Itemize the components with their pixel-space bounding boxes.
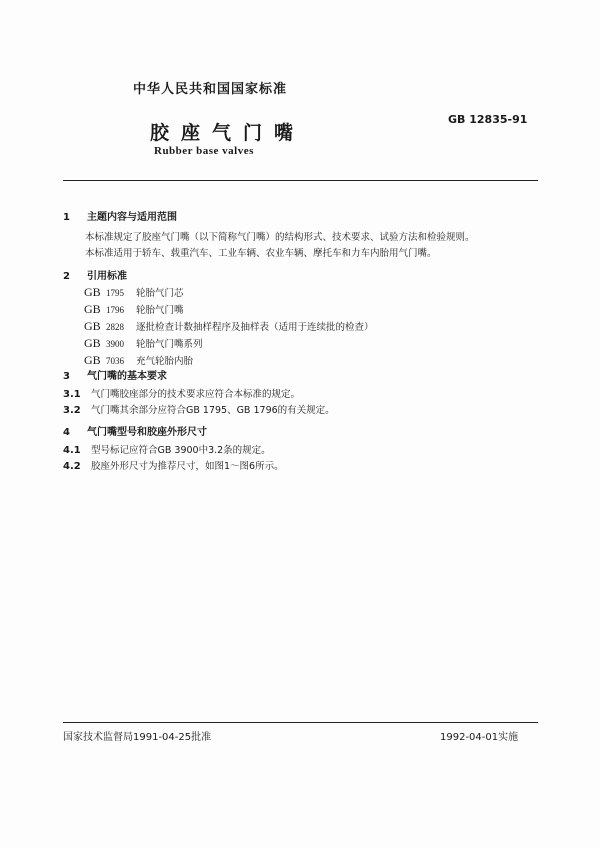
standard-code: GB 12835-91 [448, 113, 528, 126]
reference-item: GB 7036 充气轮胎内胎 [84, 353, 194, 367]
document-title: 胶座气门嘴 [150, 122, 306, 144]
header-divider [63, 180, 538, 181]
english-title: Rubber base valves [154, 145, 254, 157]
clause: 3.1 气门嘴胶座部分的技术要求应符合本标准的规定。 [63, 389, 301, 400]
section-4-heading: 4 气门嘴型号和胶座外形尺寸 [63, 427, 207, 438]
reference-item: GB 1795 轮胎气门芯 [84, 285, 184, 299]
reference-item: GB 1796 轮胎气门嘴 [84, 302, 184, 316]
issuing-body: 中华人民共和国国家标准 [133, 82, 288, 97]
paragraph: 本标准适用于轿车、载重汽车、工业车辆、农业车辆、摩托车和力车内胎用气门嘴。 [85, 248, 437, 259]
section-3-heading: 3 气门嘴的基本要求 [63, 371, 167, 382]
clause: 4.1 型号标记应符合GB 3900中3.2条的规定。 [63, 445, 271, 456]
paragraph: 本标准规定了胶座气门嘴（以下简称气门嘴）的结构形式、技术要求、试验方法和检验规则。 [85, 232, 475, 243]
clause: 4.2 胶座外形尺寸为推荐尺寸，如图1～图6所示。 [63, 461, 284, 472]
approval-date: 国家技术监督局1991-04-25批准 [63, 732, 212, 743]
section-1-heading: 1 主题内容与适用范围 [63, 212, 177, 223]
clause: 3.2 气门嘴其余部分应符合GB 1795、GB 1796的有关规定。 [63, 405, 335, 416]
reference-item: GB 2828 逐批检查计数抽样程序及抽样表（适用于连续批的检查） [84, 319, 374, 333]
reference-item: GB 3900 轮胎气门嘴系列 [84, 336, 203, 350]
section-2-heading: 2 引用标准 [63, 271, 127, 282]
footer-divider [63, 722, 538, 723]
effective-date: 1992-04-01实施 [440, 732, 519, 743]
